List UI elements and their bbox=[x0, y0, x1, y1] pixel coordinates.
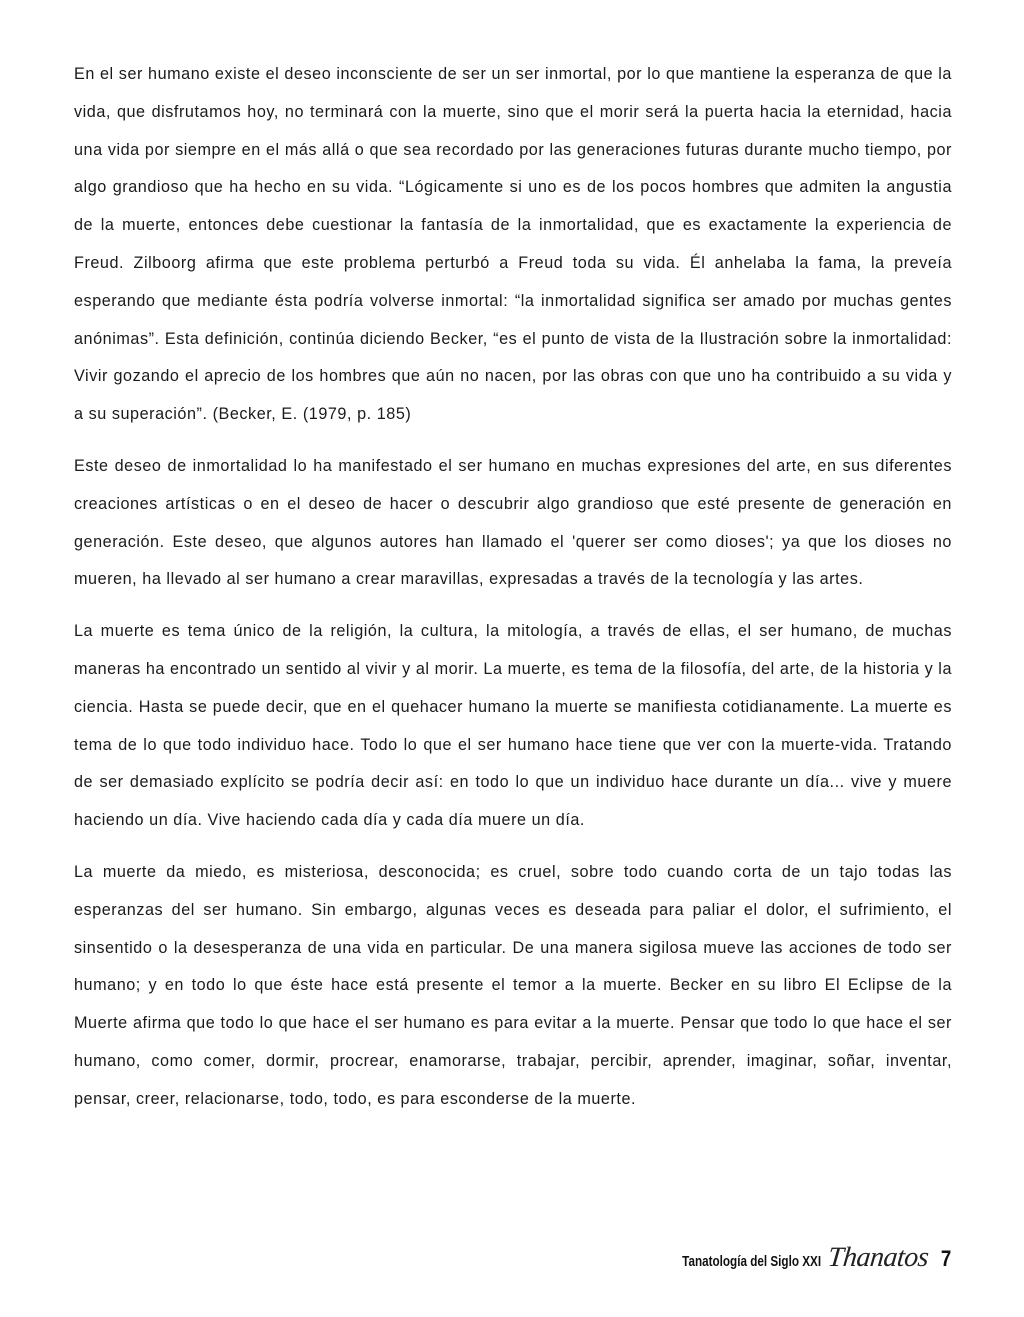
page-body bbox=[74, 56, 952, 1133]
page-number: 7 bbox=[940, 1246, 952, 1271]
paragraph: La muerte da miedo, es misteriosa, desconocida; es cruel, sobre todo cuando corta de un tajo todas las esperanzas del ser humano. Sin embargo, algunas veces es deseada para paliar el dolor, el sufrimiento, el sinsentido o la desesperanza de una vida en particular. De una manera sigilosa mueve las acciones de todo ser humano; y en todo lo que éste hace está presente el temor a la muerte. Becker en su libro El Eclipse de la Muerte afirma que todo lo que hace el ser humano es para evitar a la muerte. Pensar que todo lo que hace el ser humano, como comer, dormir, procrear, enamorarse, trabajar, percibir, aprender, imaginar, soñar, inventar, pensar, creer, relacionarse, todo, todo, es para esconderse de la muerte. bbox=[74, 862, 952, 1108]
page-footer bbox=[643, 1242, 952, 1274]
paragraph: La muerte es tema único de la religión, la cultura, la mitología, a través de ellas, el ser humano, de muchas maneras ha encontrado un sentido al vivir y al morir. La muerte, es tema de la filosofía, del arte, de la historia y la ciencia. Hasta se puede decir, que en el quehacer humano la muerte se manifiesta cotidianamente. La muerte es tema de lo que todo individuo hace. Todo lo que el ser humano hace tiene que ver con la muerte-vida. Tratando de ser demasiado explícito se podría decir así: en todo lo que un individuo hace durante un día... vive y muere haciendo un día. Vive haciendo cada día y cada día muere un día. bbox=[74, 622, 952, 830]
paragraph: Este deseo de inmortalidad lo ha manifestado el ser humano en muchas expresiones del arte, en sus diferentes creaciones artísticas o en el deseo de hacer o descubrir algo grandioso que esté presente de generación en generación. Este deseo, que algunos autores han llamado el 'querer ser como dioses'; ya que los dioses no mueren, ha llevado al ser humano a crear maravillas, expresadas a través de la tecnología y las artes. bbox=[74, 456, 952, 589]
publication-title: Tanatología del Siglo XXI bbox=[682, 1253, 822, 1270]
thanatos-logo: Thanatos bbox=[825, 1242, 930, 1273]
paragraph: En el ser humano existe el deseo inconsciente de ser un ser inmortal, por lo que mantiene la esperanza de que la vida, que disfrutamos hoy, no terminará con la muerte, sino que el morir será la puerta hacia la eternidad, hacia una vida por siempre en el más allá o que sea recordado por las generaciones futuras durante mucho tiempo, por algo grandioso que ha hecho en su vida. “Lógicamente si uno es de los pocos hombres que admiten la angustia de la muerte, entonces debe cuestionar la fantasía de la inmortalidad, que es exactamente la experiencia de Freud. Zilboorg afirma que este problema perturbó a Freud toda su vida. Él anhelaba la fama, la preveía esperando que mediante ésta podría volverse inmortal: “la inmortalidad significa ser amado por muchas gentes anónimas”. Esta definición, continúa diciendo Becker, “es el punto de vista de la Ilustración sobre la inmortalidad: Vivir gozando el aprecio de los hombres que aún no nacen, por las obras con que uno ha contribuido a su vida y a su superación”. (Becker, E. (1979, p. 185) bbox=[74, 65, 952, 424]
